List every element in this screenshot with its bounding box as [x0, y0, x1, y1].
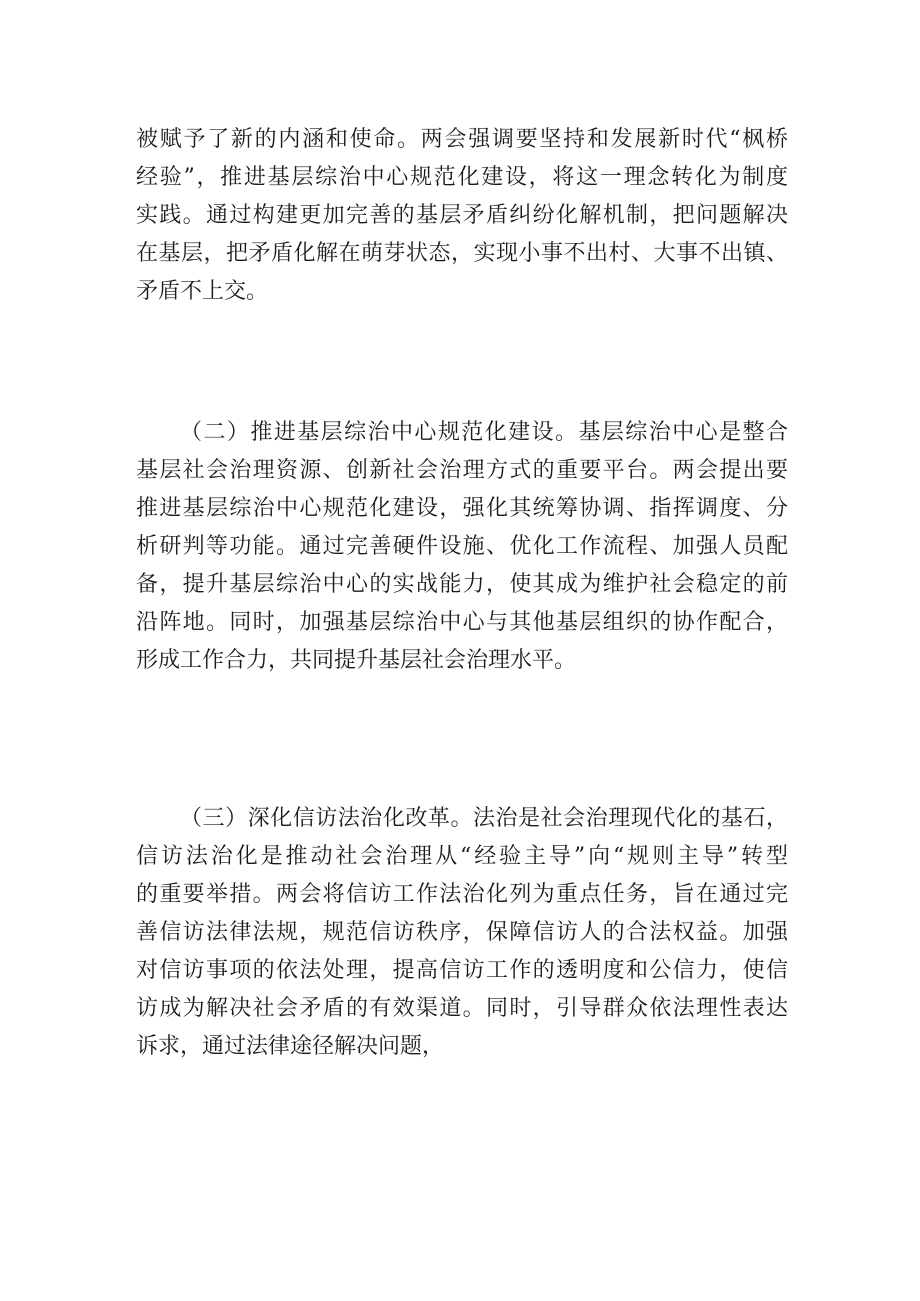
text-line: 的重要举措。两会将信访工作法治化列为重点任务，旨在通过完	[136, 882, 788, 907]
text-line-heading: （三）深化信访法治化改革。法治是社会治理现代化的基石，	[180, 806, 788, 831]
text-line: 在基层，把矛盾化解在萌芽状态，实现小事不出村、大事不出镇、	[136, 241, 788, 266]
paragraph-continuation	[136, 121, 788, 311]
paragraph-section-3	[136, 800, 788, 1066]
text-line: 访成为解决社会矛盾的有效渠道。同时，引导群众依法理性表达	[136, 996, 788, 1021]
text-line: 形成工作合力，共同提升基层社会治理水平。	[136, 648, 577, 673]
text-line: 善信访法律法规，规范信访秩序，保障信访人的合法权益。加强	[136, 920, 788, 945]
text-line: 沿阵地。同时，加强基层综治中心与其他基层组织的协作配合，	[136, 610, 788, 635]
text-line: 实践。通过构建更加完善的基层矛盾纠纷化解机制，把问题解决	[136, 203, 788, 228]
text-line: 基层社会治理资源、创新社会治理方式的重要平台。两会提出要	[136, 458, 788, 483]
text-line: 矛盾不上交。	[136, 279, 269, 304]
text-line-heading: （二）推进基层综治中心规范化建设。基层综治中心是整合	[180, 420, 788, 445]
text-line: 对信访事项的依法处理，提高信访工作的透明度和公信力，使信	[136, 958, 788, 983]
text-line: 诉求，通过法律途径解决问题，	[136, 1034, 445, 1059]
text-line: 信访法治化是推动社会治理从“经验主导”向“规则主导”转型	[136, 844, 788, 869]
text-line: 析研判等功能。通过完善硬件设施、优化工作流程、加强人员配	[136, 534, 788, 559]
text-line: 经验”，推进基层综治中心规范化建设，将这一理念转化为制度	[136, 165, 788, 190]
text-line: 被赋予了新的内涵和使命。两会强调要坚持和发展新时代“枫桥	[136, 127, 788, 152]
paragraph-section-2	[136, 414, 788, 680]
text-line: 备，提升基层综治中心的实战能力，使其成为维护社会稳定的前	[136, 572, 788, 597]
text-line: 推进基层综治中心规范化建设，强化其统筹协调、指挥调度、分	[136, 496, 788, 521]
